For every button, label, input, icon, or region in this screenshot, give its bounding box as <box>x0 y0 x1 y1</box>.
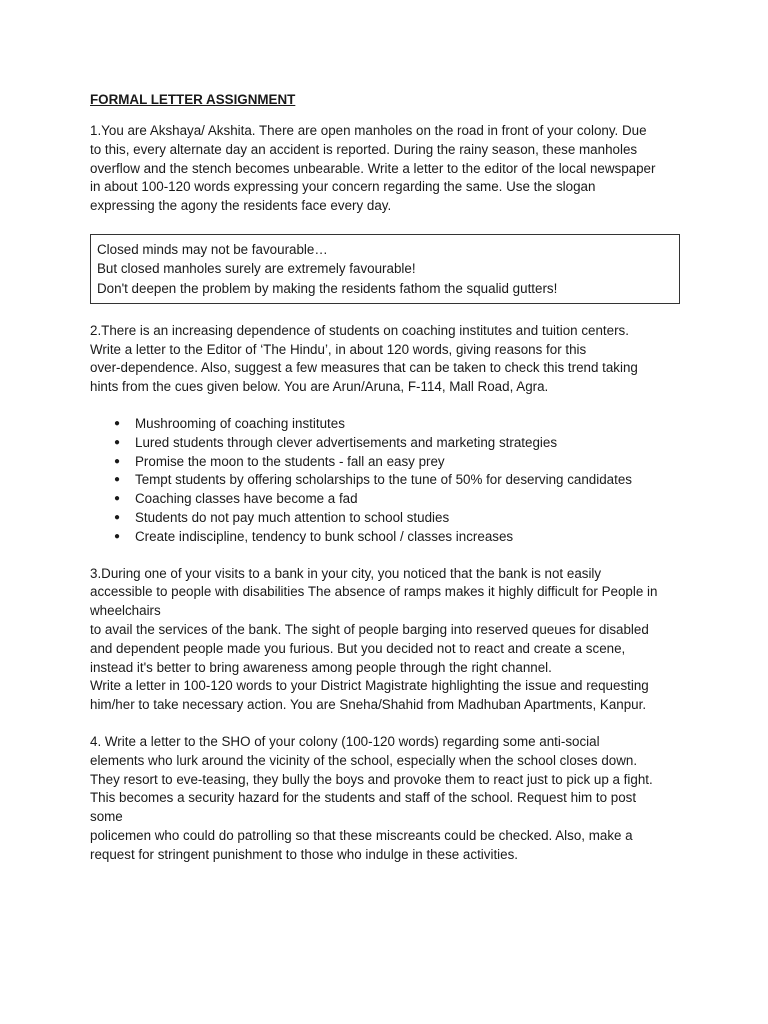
question-4: 4. Write a letter to the SHO of your colony (100-120 words) regarding some anti-social elements who lurk around the vicinity of the school, especially when the school closes down. They resort to eve-teasing, they bully the boys and provoke them to react just to pick up a fight. This becomes a security hazard for the students and staff of the school. Request him to post some policemen who could do patrolling so that these miscreants could be checked. Also, make a request for stringent punishment to those who indulge in these activities. <box>90 734 653 862</box>
bullet-icon: ● <box>114 530 121 542</box>
cue-text: Lured students through clever advertisements and marketing strategies <box>135 434 558 450</box>
slogan-line: But closed manholes surely are extremely favourable! <box>97 261 416 277</box>
bullet-icon: ● <box>114 455 121 467</box>
question-1: 1.You are Akshaya/ Akshita. There are open manholes on the road in front of your colony. Due to this, every alternate day an accident is reported. During the rainy season, these manholes overflow and the stench becomes unbearable. Write a letter to the editor of the local newspaper in about 100-120 words expressing your concern regarding the same. Use the slogan expressing the agony the residents face every day. <box>90 123 656 214</box>
list-item <box>90 490 690 509</box>
bullet-icon: ● <box>114 436 121 448</box>
list-item <box>90 528 690 547</box>
bullet-icon: ● <box>114 418 121 430</box>
list-item <box>90 434 690 453</box>
document-page <box>90 90 690 883</box>
list-item <box>90 471 690 490</box>
bullet-icon: ● <box>114 493 121 505</box>
question-3: 3.During one of your visits to a bank in your city, you noticed that the bank is not easily accessible to people with disabilities The absence of ramps makes it highly difficult for People in wheelchairs to avail the services of the bank. The sight of people barging into reserved queues for disabled and dependent people made you furious. But you decided not to react and create a scene, instead it's better to bring awareness among people through the right channel. Write a letter in 100-120 words to your District Magistrate highlighting the issue and requesting him/her to take necessary action. You are Sneha/Shahid from Madhuban Apartments, Kanpur. <box>90 565 658 713</box>
cue-text: Tempt students by offering scholarships to the tune of 50% for deserving candidates <box>135 472 632 488</box>
slogan-box <box>90 234 680 304</box>
document-title: FORMAL LETTER ASSIGNMENT <box>90 92 296 107</box>
cue-text: Students do not pay much attention to school studies <box>135 510 450 526</box>
list-item <box>90 509 690 528</box>
q2-cue-list <box>90 415 690 547</box>
cue-text: Create indiscipline, tendency to bunk school / classes increases <box>135 528 514 544</box>
list-item <box>90 415 690 434</box>
cue-text: Promise the moon to the students - fall an easy prey <box>135 453 445 469</box>
slogan-line: Closed minds may not be favourable… <box>97 241 328 257</box>
cue-text: Coaching classes have become a fad <box>135 491 358 507</box>
cue-text: Mushrooming of coaching institutes <box>135 416 345 432</box>
bullet-icon: ● <box>114 512 121 524</box>
slogan-line: Don't deepen the problem by making the residents fathom the squalid gutters! <box>97 280 558 296</box>
list-item <box>90 453 690 472</box>
bullet-icon: ● <box>114 474 121 486</box>
question-2: 2.There is an increasing dependence of students on coaching institutes and tuition centers. Write a letter to the Editor of ‘The Hindu’, in about 120 words, giving reasons for this over-dependence. Also, suggest a few measures that can be taken to check this trend taking hints from the cues given below. You are Arun/Aruna, F-114, Mall Road, Agra. <box>90 322 638 395</box>
